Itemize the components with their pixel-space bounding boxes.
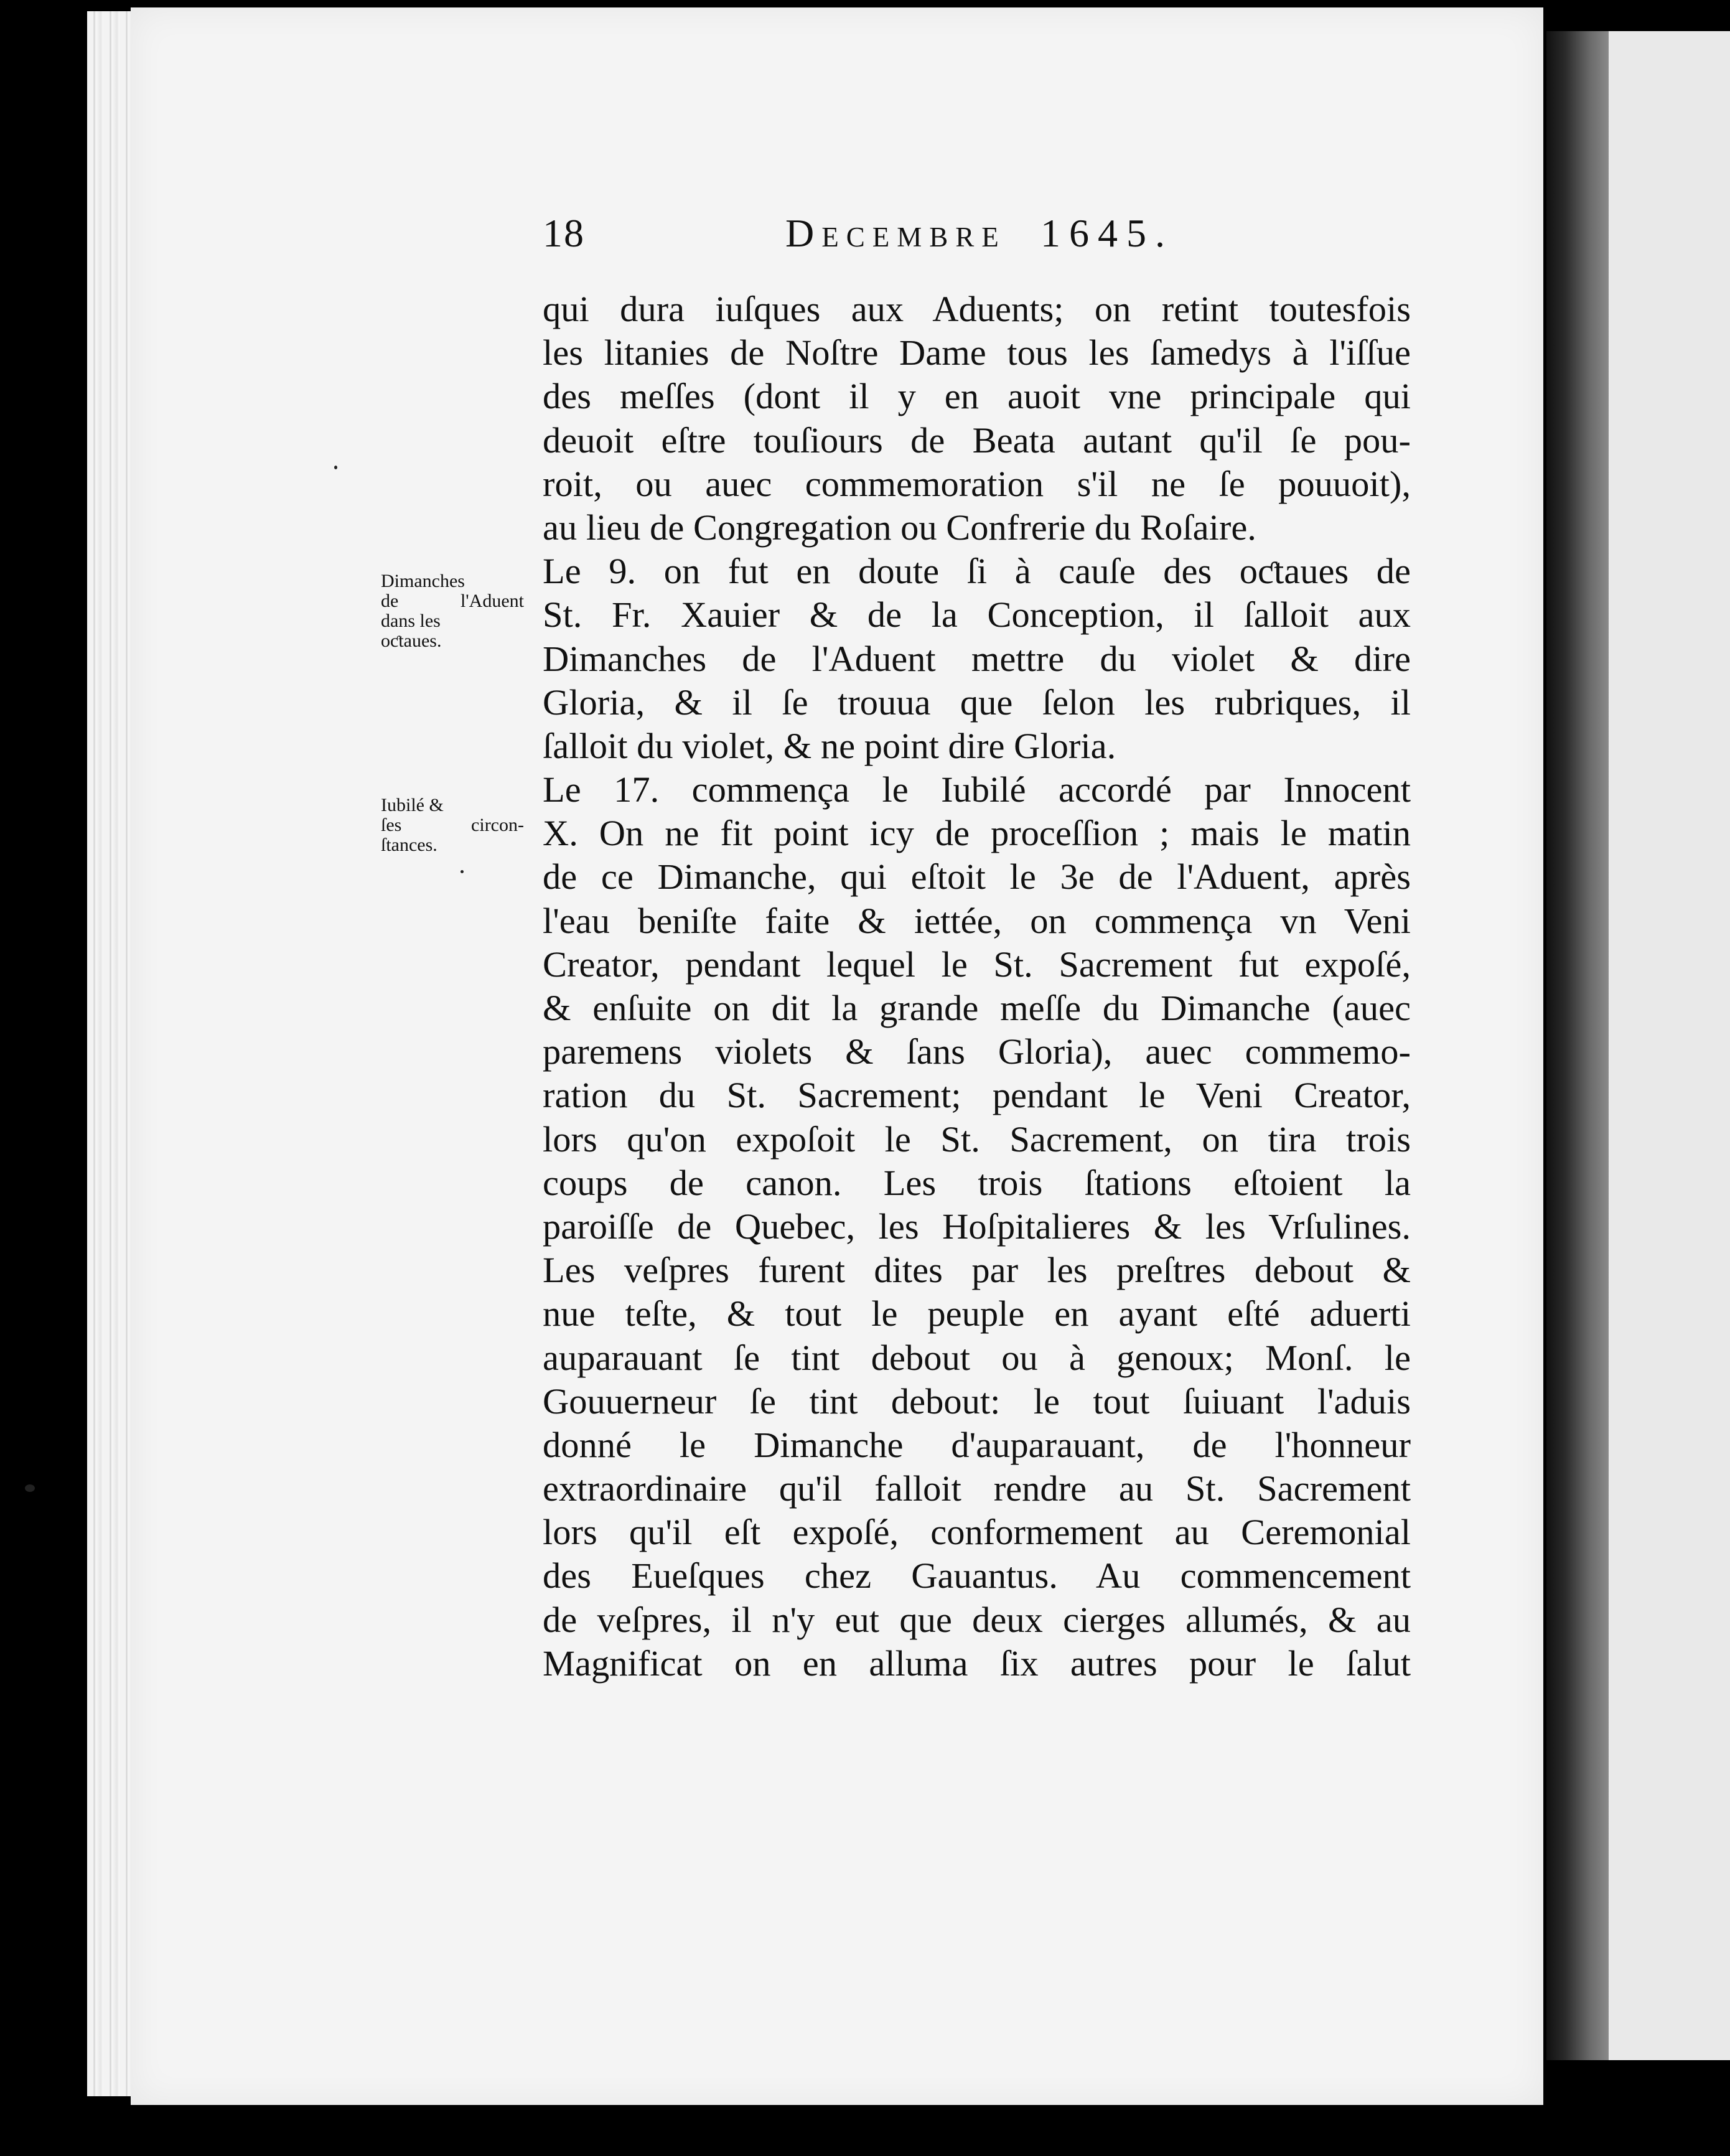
text-line: Dimanches de l'Aduent mettre du violet & dire — [543, 638, 1411, 679]
running-header — [543, 210, 1174, 266]
text-line: au lieu de Congregation ou Confrerie du Roſaire. — [543, 507, 1256, 548]
text-line: coups de canon. Les trois ſtations eſtoient la — [543, 1162, 1411, 1203]
text-line: Magnificat on en alluma ſix autres pour le ſalut — [543, 1643, 1411, 1684]
text-line: paroiſſe de Quebec, les Hoſpitalieres & les Vrſulines. — [543, 1206, 1411, 1247]
text-line: ſalloit du violet, & ne point dire Gloria. — [543, 725, 1116, 766]
margin-note-line: Dimanches — [381, 571, 465, 591]
facing-page — [1609, 31, 1730, 2060]
text-line: qui dura iuſques aux Aduents; on retint toutesfois — [543, 289, 1411, 329]
text-line: extraordinaire qu'il falloit rendre au St. Sacrement — [543, 1468, 1411, 1509]
text-line: Les veſpres furent dites par les preſtres debout & — [543, 1250, 1411, 1291]
book-spine — [1546, 31, 1609, 2060]
page-number: 18 — [543, 211, 585, 255]
text-line: St. Fr. Xauier & de la Conception, il ſalloit aux — [543, 594, 1411, 635]
text-line: donné le Dimanche d'auparauant, de l'honneur — [543, 1424, 1411, 1465]
text-line: Gouuerneur ſe tint debout: le tout ſuiuant l'aduis — [543, 1380, 1411, 1422]
text-line: nue teſte, & tout le peuple en ayant eſté aduerti — [543, 1293, 1411, 1334]
margin-note-line: ſtances. — [381, 835, 437, 855]
text-line: Creator, pendant lequel le St. Sacrement fut expoſé, — [543, 944, 1411, 985]
margin-note-line: ſes circon- — [381, 815, 524, 835]
margin-note-iubile — [381, 795, 524, 855]
text-line: deuoit eſtre touſiours de Beata autant qu'il ſe pou- — [543, 419, 1411, 461]
text-line: X. On ne fit point icy de proceſſion ; mais le matin — [543, 813, 1411, 854]
margin-note-line: oƈtaues. — [381, 631, 442, 651]
text-line: de ce Dimanche, qui eſtoit le 3e de l'Aduent, après — [543, 856, 1411, 898]
text-line: lors qu'il eſt expoſé, conformement au Ceremonial — [543, 1512, 1411, 1553]
scan-speck — [461, 870, 464, 873]
running-year: 1645. — [1040, 211, 1174, 255]
text-line: paremens violets & ſans Gloria), auec commemo- — [543, 1031, 1411, 1072]
text-line: des Eueſques chez Gauantus. Au commencement — [543, 1555, 1411, 1596]
margin-note-dimanches — [381, 571, 524, 651]
text-line: ration du St. Sacrement; pendant le Veni Creator, — [543, 1075, 1411, 1116]
margin-note-line: de l'Aduent — [381, 591, 524, 611]
text-line: Le 17. commença le Iubilé accordé par Innocent — [543, 769, 1411, 810]
scan-speck — [25, 1484, 35, 1492]
text-line: Gloria, & il ſe trouua que ſelon les rubriques, il — [543, 682, 1411, 723]
text-line: auparauant ſe tint debout ou à genoux; Monſ. le — [543, 1337, 1411, 1378]
scan-speck — [334, 466, 337, 469]
text-line: & enſuite on dit la grande meſſe du Dimanche (auec — [543, 988, 1411, 1028]
text-line: lors qu'on expoſoit le St. Sacrement, on tira trois — [543, 1118, 1411, 1160]
text-line: des meſſes (dont il y en auoit vne principale qui — [543, 376, 1411, 417]
text-line: roit, ou auec commemoration s'il ne ſe pouuoit), — [543, 463, 1411, 504]
margin-note-line: dans les — [381, 611, 441, 631]
text-line: les litanies de Noſtre Dame tous les ſamedys à l'iſſue — [543, 332, 1411, 373]
running-title: Decembre — [785, 211, 1006, 255]
text-line: Le 9. on fut en doute ſi à cauſe des oƈtaues de — [543, 551, 1411, 592]
text-line: l'eau beniſte faite & iettée, on commença vn Veni — [543, 900, 1411, 941]
text-line: de veſpres, il n'y eut que deux cierges allumés, & au — [543, 1599, 1411, 1640]
body-text — [543, 288, 1411, 1685]
margin-note-line: Iubilé & — [381, 795, 444, 815]
